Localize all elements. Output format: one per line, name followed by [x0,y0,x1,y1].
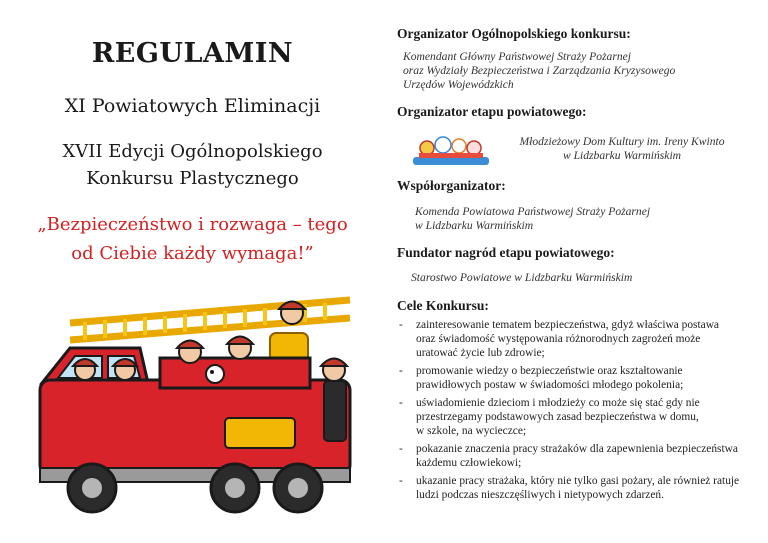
list-item: - uświadomienie dzieciom i młodzieży co może się stać gdy nie przestrzegamy podstawowych zasad bezpieczeństwa w domu, w szkole, na wycieczce; [399,397,700,437]
sponsor-text: Starostwo Powiatowe w Lidzbarku Warmińskim [411,271,633,284]
national-line-3: Urzędów Wojewódzkich [403,78,514,91]
edition-heading [0,138,385,192]
document-title: REGULAMIN [91,38,294,69]
list-item: - pokazanie znaczenia pracy strażaków dla zapewnienia bezpieczeństwa każdemu człowiekowi; [399,443,738,469]
list-item: - zainteresowanie tematem bezpieczeństwa, gdyż właściwa postawa oraz świadomość występowania różnorodnych zagrożeń może uratować życie lub zdrowie; [399,319,719,359]
contest-slogan [0,210,385,268]
mdk-logo-icon [413,131,489,167]
truck-body-icon [40,380,350,475]
co-organizer-text [415,205,650,233]
goals-list [397,318,763,506]
subtitle: XI Powiatowych Eliminacji [64,95,321,117]
right-panel [397,0,763,543]
national-organizer-text [403,50,675,92]
slogan-line-1: „Bezpieczeństwo i rozwaga – tego [37,214,348,235]
list-item: - ukazanie pracy strażaka, który nie tylko gasi pożary, ale również ratuje ludzi podczas nieszczęśliwych i nietypowych zdarzeń. [399,475,740,501]
district-organizer-heading: Organizator etapu powiatowego: [397,104,587,119]
district-organizer-text [507,135,737,163]
national-line-2: oraz Wydziały Bezpieczeństwa i Zarządzania Kryzysowego [403,64,676,77]
edition-line-1: XVII Edycji Ogólnopolskiego [62,141,323,162]
sponsor-heading: Fundator nagród etapu powiatowego: [397,245,615,260]
national-line-1: Komendant Główny Państwowej Straży Pożarnej [403,50,632,63]
edition-line-2: Konkursu Plastycznego [86,168,299,189]
slogan-line-2: od Ciebie każdy wymaga!” [71,243,314,264]
district-line-1: Młodzieżowy Dom Kultury im. Ireny Kwinto [519,135,725,148]
co-organizer-line-2: w Lidzbarku Warmińskim [415,219,534,232]
national-organizer-heading: Organizator Ogólnopolskiego konkursu: [397,26,631,41]
co-organizer-line-1: Komenda Powiatowa Państwowej Straży Pożarnej [415,205,651,218]
fire-truck-illustration [30,278,370,536]
ladder-icon [70,300,350,340]
goals-heading: Cele Konkursu: [397,298,489,313]
list-item: - promowanie wiedzy o bezpieczeństwie oraz kształtowanie prawidłowych postaw w świadomości młodego pokolenia; [399,365,684,391]
district-line-2: w Lidzbarku Warmińskim [562,149,682,162]
co-organizer-heading: Współorganizator: [397,178,506,193]
